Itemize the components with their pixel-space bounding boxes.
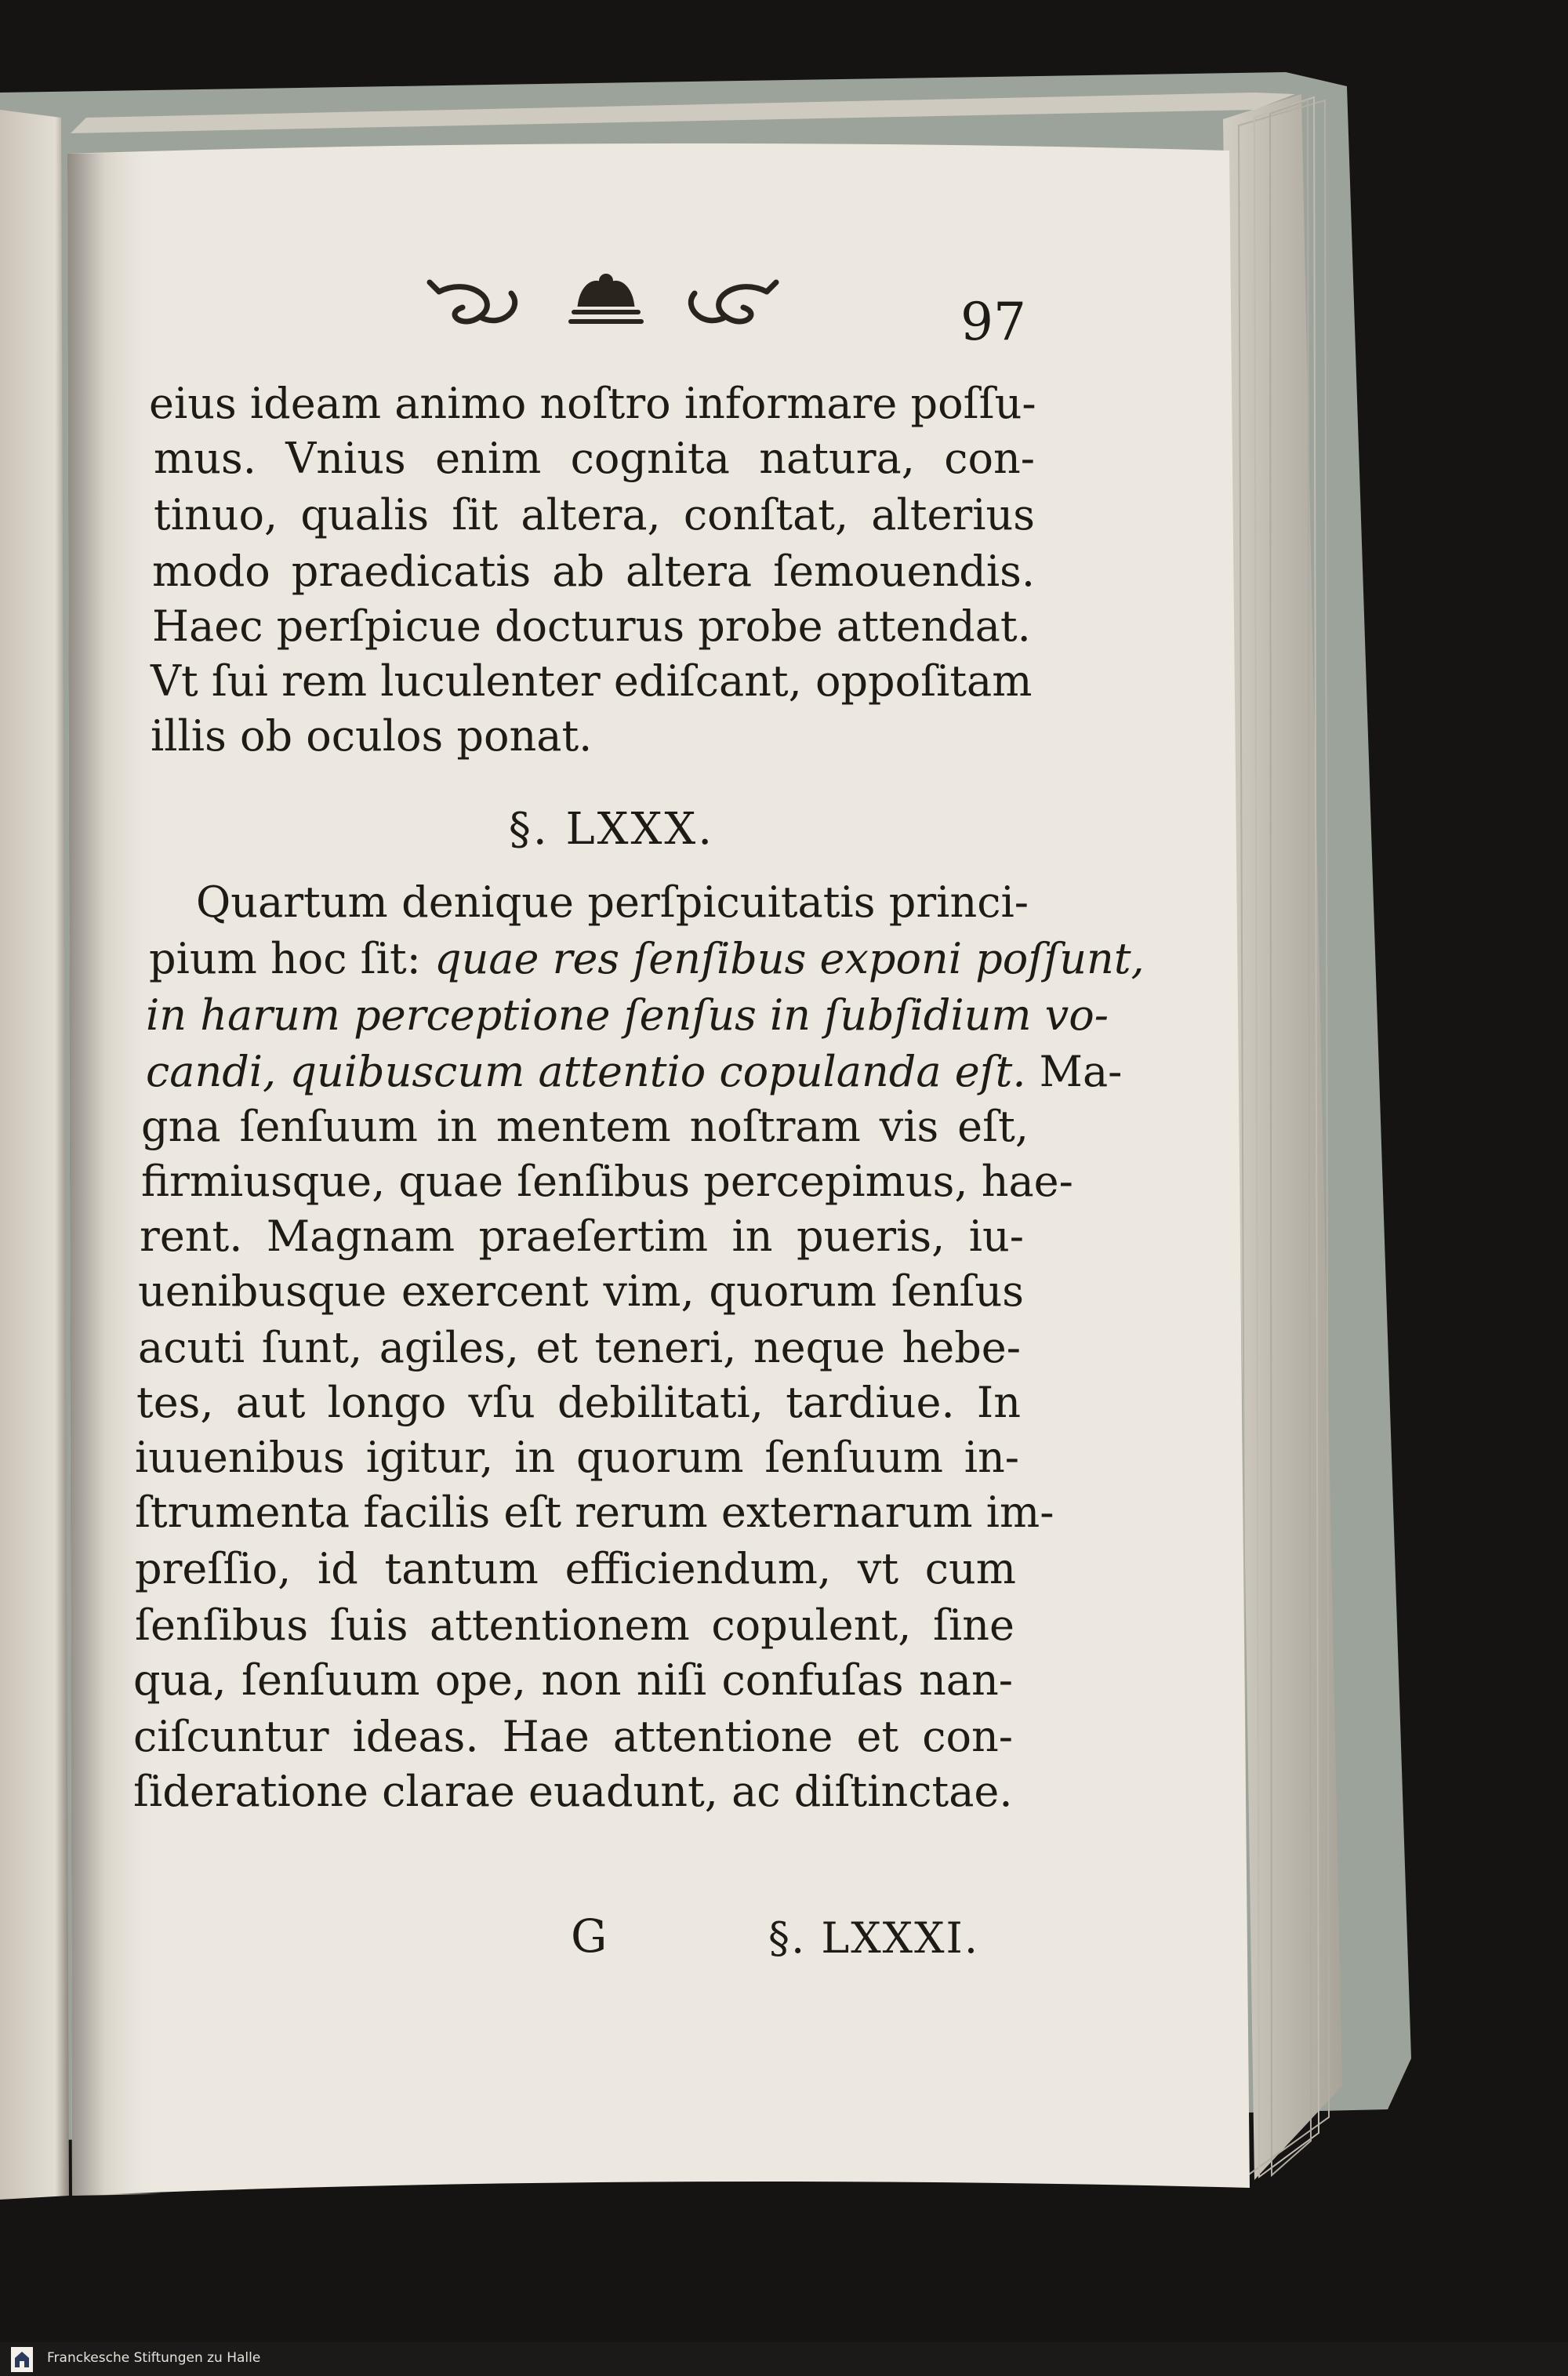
text-line: preſſio, id tantum efficiendum, vt cum	[135, 1544, 1016, 1593]
text-line: qua, ſenſuum ope, non niſi confuſas nan-	[133, 1655, 1013, 1705]
roman-text: pium hoc ſit:	[149, 934, 434, 983]
text-line: acuti ſunt, agiles, et teneri, neque hebe-	[138, 1323, 1021, 1372]
text-line: uenibusque exercent vim, quorum ſenſus	[138, 1266, 1024, 1316]
text-line	[146, 1046, 1123, 1098]
text-line: firmiusque, quae ſenſibus percepimus, hae-	[141, 1157, 1073, 1206]
archive-logo-icon	[11, 2347, 33, 2372]
text-line: illis ob oculos ponat.	[151, 711, 593, 761]
catchword: §. LXXXI.	[768, 1913, 980, 1963]
text-line	[146, 990, 1109, 1041]
section-heading: §. LXXX.	[508, 804, 715, 855]
text-line: eius ideam animo noſtro informare poſſu-	[149, 379, 1036, 428]
text-line: ſideratione clarae euadunt, ac diſtinctae.	[133, 1767, 1013, 1816]
text-line: modo praedicatis ab altera ſemouendis.	[152, 547, 1035, 596]
text-line: iuuenibus igitur, in quorum ſenſuum in-	[135, 1433, 1019, 1482]
page-number: 97	[960, 292, 1026, 352]
text-line: mus. Vnius enim cognita natura, con-	[154, 434, 1035, 483]
text-line	[149, 933, 1145, 985]
text-line: tinuo, qualis ſit altera, conſtat, alterius	[154, 490, 1035, 540]
signature-mark: G	[571, 1909, 608, 1963]
text-line: ſenſibus ſuis attentionem copulent, ſine	[135, 1600, 1014, 1650]
text-line: Haec perſpicue docturus probe attendat.	[152, 601, 1031, 651]
text-line: ciſcuntur ideas. Hae attentione et con-	[133, 1712, 1013, 1761]
archive-credit: Franckesche Stiftungen zu Halle	[47, 2350, 261, 2366]
left-page	[0, 110, 69, 2200]
text-line: Vt ſui rem luculenter ediſcant, oppoſitam	[151, 656, 1033, 706]
text-line: rent. Magnam praeſertim in pueris, iu-	[140, 1212, 1024, 1261]
text-line: gna ſenſuum in mentem noſtram vis eſt,	[141, 1102, 1029, 1151]
italic-principle-text: candi, quibuscum attentio copulanda eſt.	[146, 1047, 1026, 1096]
text-line: ſtrumenta facilis eſt rerum externarum im-	[135, 1488, 1054, 1537]
italic-principle-text: in harum perceptione ſenſus in ſubſidium vo-	[146, 990, 1109, 1040]
roman-text: Ma-	[1025, 1047, 1123, 1096]
text-line: tes, aut longo vſu debilitati, tardiue. In	[136, 1378, 1021, 1427]
archive-footer	[0, 2342, 1568, 2376]
text-line: Quartum denique perſpicuitatis princi-	[196, 877, 1029, 927]
italic-principle-text: quae res ſenſibus exponi poſſunt,	[434, 934, 1145, 983]
